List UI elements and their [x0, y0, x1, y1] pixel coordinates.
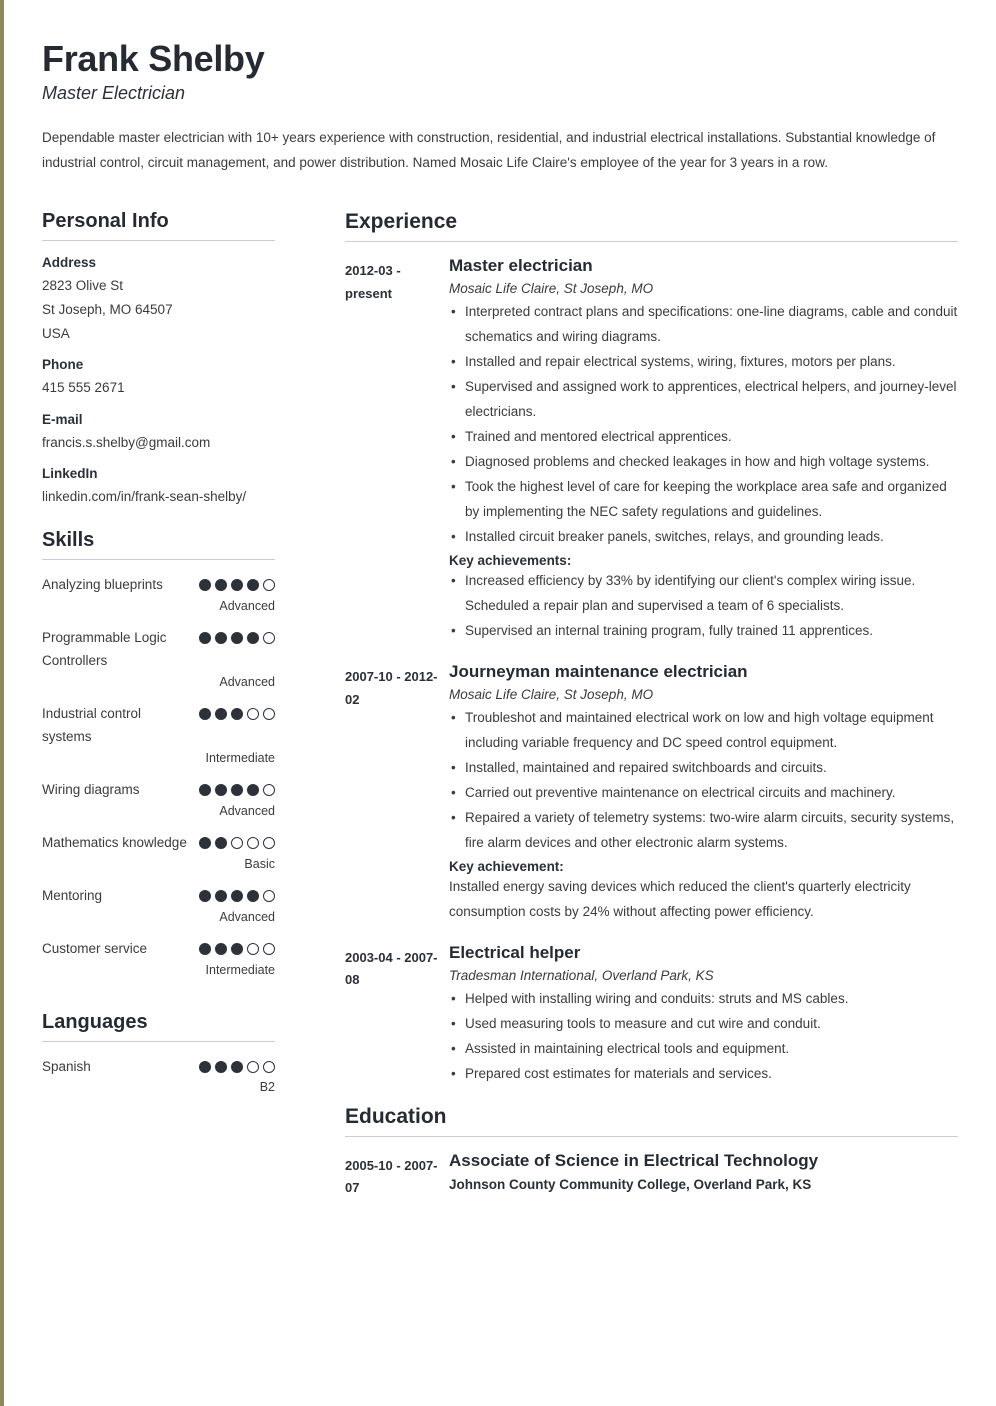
- skill-row: [42, 885, 275, 908]
- dot-filled: [231, 943, 243, 955]
- personal-info-value: francis.s.shelby@gmail.com: [42, 434, 211, 450]
- key-achievements-label: Key achievement:: [449, 858, 564, 874]
- skill-item: [42, 832, 275, 871]
- dot-filled: [215, 784, 227, 796]
- skill-item: [42, 574, 275, 613]
- job-title: Master Electrician: [42, 83, 186, 104]
- right-column: [307, 204, 958, 1218]
- skill-item: [42, 938, 275, 977]
- skill-row: [42, 832, 275, 855]
- skill-level: Advanced: [219, 674, 275, 689]
- experience-bullet: • Installed, maintained and repaired switchboards and circuits.: [449, 756, 958, 781]
- experience-bullet: • Repaired a variety of telemetry systems: two-wire alarm circuits, security systems, fire alarm devices and other electronic alarm systems.: [449, 806, 958, 856]
- section-heading-experience: Experience: [345, 210, 958, 242]
- experience-bullet: • Prepared cost estimates for materials and services.: [449, 1062, 958, 1087]
- education-date: 2005-10 - 2007-07: [345, 1157, 438, 1196]
- dot-filled: [247, 890, 259, 902]
- experience-employer: Mosaic Life Claire, St Joseph, MO: [449, 281, 654, 297]
- dot-filled: [199, 890, 211, 902]
- key-achievement-bullet: • Supervised an internal training program, fully trained 11 apprentices.: [449, 619, 958, 644]
- education-list: [345, 1151, 958, 1201]
- personal-info-label: LinkedIn: [42, 466, 98, 482]
- section-languages: [42, 1011, 275, 1095]
- languages-list: [42, 1056, 275, 1095]
- dot-empty: [263, 1061, 275, 1073]
- page-title: Frank Shelby: [42, 38, 265, 79]
- section-heading-education: Education: [345, 1105, 958, 1137]
- dot-filled: [231, 890, 243, 902]
- skill-item: [42, 703, 275, 765]
- skill-row: [42, 574, 275, 597]
- dot-filled: [199, 1061, 211, 1073]
- skill-level: Intermediate: [205, 962, 275, 977]
- dot-filled: [215, 890, 227, 902]
- section-heading-personal-info: Personal Info: [42, 210, 275, 241]
- dot-empty: [263, 890, 275, 902]
- skill-row: [42, 1056, 275, 1079]
- personal-info-field: [42, 466, 275, 509]
- rating-dots: [199, 832, 275, 849]
- dot-filled: [231, 579, 243, 591]
- resume-header: [42, 38, 958, 176]
- rating-dots: [199, 938, 275, 955]
- dot-empty: [231, 837, 243, 849]
- experience-body: [449, 256, 958, 644]
- dot-filled: [215, 632, 227, 644]
- rating-dots: [199, 885, 275, 902]
- dot-filled: [231, 708, 243, 720]
- dot-filled: [247, 784, 259, 796]
- dot-filled: [231, 1061, 243, 1073]
- dot-filled: [199, 708, 211, 720]
- skill-name: Industrial control systems: [42, 705, 142, 744]
- dot-empty: [263, 579, 275, 591]
- key-achievement-bullet: • Increased efficiency by 33% by identifying our client's complex wiring issue. Scheduled a repair plan and supervised a team of 6 specialists.: [449, 569, 958, 619]
- dot-empty: [263, 837, 275, 849]
- section-heading-skills: Skills: [42, 529, 275, 560]
- dot-filled: [247, 579, 259, 591]
- rating-dots: [199, 627, 275, 644]
- skill-name: Mentoring: [42, 887, 103, 903]
- personal-info-field: [42, 412, 275, 455]
- experience-bullet: • Supervised and assigned work to apprentices, electrical helpers, and journey-level electricians.: [449, 375, 958, 425]
- dot-empty: [263, 943, 275, 955]
- dot-empty: [263, 784, 275, 796]
- experience-bullet: • Installed circuit breaker panels, switches, relays, and grounding leads.: [449, 525, 958, 550]
- personal-info-label: Phone: [42, 357, 84, 373]
- personal-info-label: E-mail: [42, 411, 83, 427]
- dot-filled: [199, 784, 211, 796]
- experience-bullet: • Carried out preventive maintenance on electrical circuits and machinery.: [449, 781, 958, 806]
- skill-name: Programmable Logic Controllers: [42, 630, 167, 668]
- skill-level: B2: [259, 1080, 275, 1095]
- professional-summary: Dependable master electrician with 10+ years experience with construction, residential, and industrial electrical installations. Substantial knowledge of industrial control, circuit management, and power distribution. Named Mosaic Life Claire's employee of the year for 3 years in a row.: [42, 130, 936, 171]
- experience-bullets: [449, 706, 958, 856]
- key-achievements-label: Key achievements:: [449, 553, 572, 569]
- experience-bullet: • Used measuring tools to measure and cut wire and conduit.: [449, 1012, 958, 1037]
- dot-filled: [199, 579, 211, 591]
- skill-name: Customer service: [42, 940, 148, 956]
- personal-info-value: 2823 Olive St: [42, 278, 124, 294]
- experience-bullet: • Trained and mentored electrical apprentices.: [449, 425, 958, 450]
- skill-item: [42, 779, 275, 818]
- experience-title: Master electrician: [449, 256, 593, 276]
- experience-entry: [345, 943, 958, 1087]
- skill-level: Advanced: [219, 599, 275, 614]
- experience-title: Journeyman maintenance electrician: [449, 661, 748, 681]
- personal-info-field: [42, 357, 275, 400]
- dot-empty: [263, 632, 275, 644]
- skill-row: [42, 703, 275, 749]
- language-item: [42, 1056, 275, 1095]
- education-degree: Associate of Science in Electrical Technology: [449, 1150, 819, 1170]
- experience-body: [449, 662, 958, 925]
- experience-bullets: [449, 987, 958, 1087]
- education-entry: [345, 1151, 958, 1201]
- section-experience: [345, 210, 958, 1086]
- skill-level: Intermediate: [205, 750, 275, 765]
- rating-dots: [199, 1056, 275, 1073]
- experience-title: Electrical helper: [449, 942, 581, 962]
- dot-filled: [199, 632, 211, 644]
- education-body: [449, 1151, 958, 1201]
- experience-bullet: • Took the highest level of care for keeping the workplace area safe and organized by implementing the NEC safety regulations and guidelines.: [449, 475, 958, 525]
- experience-bullets: [449, 300, 958, 550]
- resume-columns: [42, 204, 958, 1218]
- experience-date: 2007-10 - 2012-02: [345, 668, 438, 707]
- dot-filled: [215, 708, 227, 720]
- experience-employer: Mosaic Life Claire, St Joseph, MO: [449, 686, 654, 702]
- dot-filled: [231, 632, 243, 644]
- experience-bullet: • Helped with installing wiring and conduits: struts and MS cables.: [449, 987, 958, 1012]
- dot-empty: [247, 943, 259, 955]
- personal-info-value: linkedin.com/in/frank-sean-shelby/: [42, 489, 247, 505]
- rating-dots: [199, 574, 275, 591]
- section-personal-info: [42, 210, 275, 509]
- personal-info-list: [42, 255, 275, 509]
- experience-bullet: • Diagnosed problems and checked leakages in how and high voltage systems.: [449, 450, 958, 475]
- skill-level: Advanced: [219, 909, 275, 924]
- experience-list: [345, 256, 958, 1086]
- key-achievement-text: Installed energy saving devices which reduced the client's quarterly electricity consumption costs by 24% without affecting power efficiency.: [449, 878, 911, 919]
- experience-date: 2003-04 - 2007-08: [345, 949, 438, 988]
- skill-name: Analyzing blueprints: [42, 577, 163, 593]
- experience-bullet: • Troubleshot and maintained electrical work on low and high voltage equipment including variable frequency and DC speed control equipment.: [449, 706, 958, 756]
- skill-item: [42, 885, 275, 924]
- skill-name: Mathematics knowledge: [42, 834, 187, 850]
- skill-row: [42, 779, 275, 802]
- section-heading-languages: Languages: [42, 1011, 275, 1042]
- skills-list: [42, 574, 275, 976]
- dot-filled: [231, 784, 243, 796]
- dot-filled: [199, 837, 211, 849]
- dot-empty: [247, 1061, 259, 1073]
- skill-item: [42, 627, 275, 689]
- education-school: Johnson County Community College, Overland Park, KS: [449, 1176, 812, 1192]
- dot-filled: [215, 837, 227, 849]
- experience-bullet: • Assisted in maintaining electrical tools and equipment.: [449, 1037, 958, 1062]
- rating-dots: [199, 703, 275, 720]
- dot-filled: [215, 943, 227, 955]
- skill-level: Advanced: [219, 803, 275, 818]
- section-education: [345, 1105, 958, 1201]
- experience-body: [449, 943, 958, 1087]
- experience-employer: Tradesman International, Overland Park, KS: [449, 967, 714, 983]
- rating-dots: [199, 779, 275, 796]
- experience-bullet: • Interpreted contract plans and specifications: one-line diagrams, cable and conduit schematics and wiring diagrams.: [449, 300, 958, 350]
- experience-entry: [345, 662, 958, 925]
- key-achievement-bullets: [449, 569, 958, 644]
- experience-bullet: • Installed and repair electrical systems, wiring, fixtures, motors per plans.: [449, 350, 958, 375]
- section-skills: [42, 529, 275, 976]
- experience-date: 2012-03 - present: [345, 263, 401, 302]
- personal-info-value: USA: [42, 325, 70, 341]
- dot-filled: [215, 1061, 227, 1073]
- dot-filled: [247, 632, 259, 644]
- skill-row: [42, 938, 275, 961]
- skill-name: Spanish: [42, 1058, 91, 1074]
- personal-info-value: St Joseph, MO 64507: [42, 301, 173, 317]
- dot-empty: [247, 837, 259, 849]
- dot-empty: [263, 708, 275, 720]
- dot-filled: [199, 943, 211, 955]
- dot-empty: [247, 708, 259, 720]
- personal-info-field: [42, 255, 275, 345]
- personal-info-value: 415 555 2671: [42, 380, 125, 396]
- skill-name: Wiring diagrams: [42, 781, 140, 797]
- skill-row: [42, 627, 275, 673]
- left-column: [42, 204, 307, 1108]
- experience-entry: [345, 256, 958, 644]
- dot-filled: [215, 579, 227, 591]
- personal-info-label: Address: [42, 255, 97, 271]
- skill-level: Basic: [244, 856, 275, 871]
